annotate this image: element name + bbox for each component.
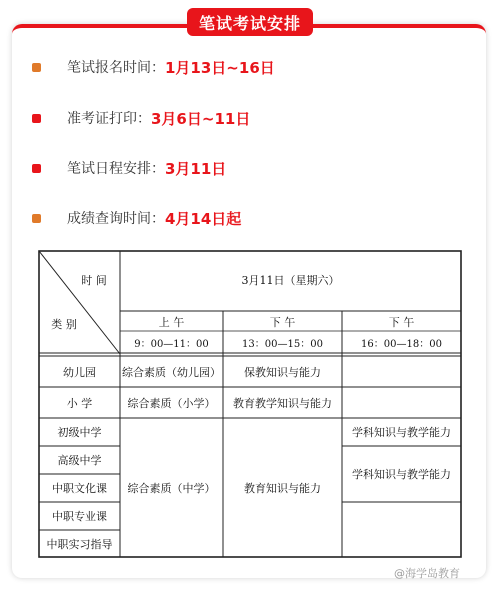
bullet-icon bbox=[32, 63, 41, 72]
session-2-period: 下 午 bbox=[269, 316, 296, 329]
info-label: 准考证打印： bbox=[67, 111, 151, 127]
cell-middle-session-2: 教育知识与能力 bbox=[244, 481, 321, 495]
category-primary: 小 学 bbox=[66, 396, 93, 410]
category-senior-middle: 高级中学 bbox=[57, 454, 102, 467]
category-junior-middle: 初级中学 bbox=[57, 426, 102, 439]
info-row-score-query bbox=[32, 207, 241, 229]
header-time-label: 时 间 bbox=[81, 274, 107, 287]
info-value: 4月14日起 bbox=[165, 209, 242, 228]
info-label: 笔试报名时间： bbox=[67, 60, 165, 76]
header-category-label: 类 别 bbox=[51, 318, 77, 331]
info-value: 1月13日~16日 bbox=[165, 58, 275, 77]
info-label: 成绩查询时间： bbox=[67, 211, 165, 227]
session-1-time: 9：00—11：00 bbox=[134, 338, 209, 350]
cell-middle-session-1: 综合素质（中学） bbox=[127, 481, 216, 495]
cell-junior-session-3: 学科知识与教学能力 bbox=[352, 426, 451, 439]
cell-primary-session-2: 教育教学知识与能力 bbox=[233, 396, 332, 410]
info-row-exam-date bbox=[32, 157, 226, 179]
watermark: @海学岛教育 bbox=[394, 567, 460, 580]
info-label: 笔试日程安排： bbox=[67, 161, 165, 177]
category-vocational-practice: 中职实习指导 bbox=[46, 537, 113, 551]
bullet-icon bbox=[32, 114, 41, 123]
info-row-admission-ticket bbox=[32, 107, 250, 129]
exam-schedule-table bbox=[38, 250, 462, 558]
session-1-period: 上 午 bbox=[158, 316, 185, 329]
cell-kindergarten-session-2: 保教知识与能力 bbox=[244, 365, 321, 379]
category-vocational-major: 中职专业课 bbox=[52, 510, 107, 523]
session-3-period: 下 午 bbox=[388, 316, 415, 329]
info-value: 3月11日 bbox=[165, 159, 227, 178]
cell-kindergarten-session-1: 综合素质（幼儿园） bbox=[122, 365, 221, 379]
cell-senior-session-3: 学科知识与教学能力 bbox=[352, 468, 451, 481]
cell-primary-session-1: 综合素质（小学） bbox=[127, 396, 216, 410]
category-kindergarten: 幼儿园 bbox=[63, 365, 96, 379]
section-title-banner: 笔试考试安排 bbox=[187, 8, 313, 36]
exam-date-header: 3月11日（星期六） bbox=[241, 274, 340, 287]
category-vocational-culture: 中职文化课 bbox=[52, 482, 107, 495]
session-2-time: 13：00—15：00 bbox=[242, 338, 323, 350]
info-row-registration bbox=[32, 56, 275, 78]
bullet-icon bbox=[32, 214, 41, 223]
session-3-time: 16：00—18：00 bbox=[361, 338, 442, 350]
bullet-icon bbox=[32, 164, 41, 173]
info-value: 3月6日~11日 bbox=[151, 109, 251, 128]
